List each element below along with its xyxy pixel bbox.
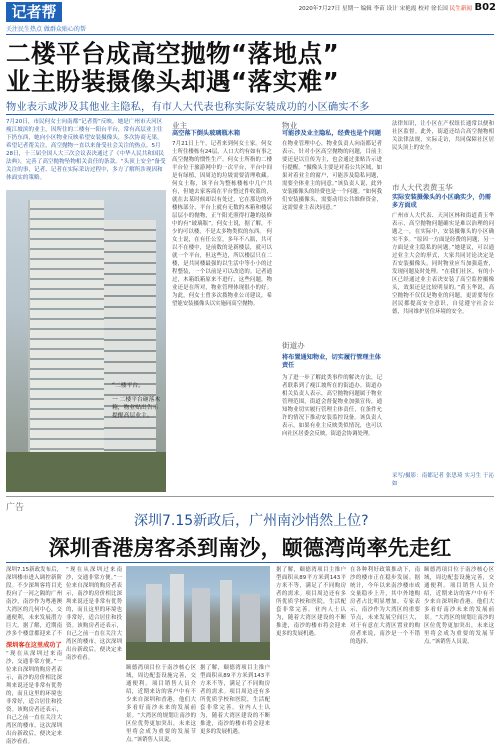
trees bbox=[6, 452, 166, 492]
ad-column-3: 颐德湾项目位于南沙核心区域，周边配套设施完善，交通便利。项目销售人员介绍，近期来访的客户中有不少来自深圳和香港，他们大多看好南沙未来的发展前景。“大湾区的规划让南沙的区位优势更加突出，未来这里将会成为重要的发展节点。”该销售人员说。 bbox=[126, 665, 196, 743]
section-label-property: 物业 bbox=[282, 121, 298, 130]
photo-caption-2: 一 二楼平台砸落木箱，物业贴出告示提醒高层业主。 bbox=[112, 397, 161, 419]
column-deputy: 广州市人大代表、天河区林和街道黄玉华表示，高空抛物问题确实是难以治理的问题之一，在实际中，安装摄像头的小区确实不多。“原因一方面是经费的问题，另一方面是业主隐私的问题。”她建议，可以通过业主大会的形式，大家共同讨论决定是否安装摄像头。同时物业应当加强巡查，发现问题及时处理。“在我们社区，有的小区已经通过业主表决安装了高空监控摄像头，效果还是比较明显的。”黄玉华说，高空抛物不仅仅是物业的问题，更需要每位居民都提高安全意识，自觉遵守社会公德，共同维护居住环境的安全。 bbox=[392, 213, 494, 315]
ad-column-3b: 据了解，颐德湾项目主推户型面积从89平方米到143平方米不等，满足了不同购房者的需求。项目周边还有多所优质学校和医院，生活配套非常完善。业内人士认为，随着大湾区建设的不断推进，南沙的楼市将会迎来更多的发展机遇。 bbox=[200, 665, 270, 735]
building-facade-side bbox=[104, 220, 156, 476]
section-subtitle-deputy: 实际安装摄像头的小区确实少，仍需多方面成 bbox=[392, 194, 491, 209]
section-label-deputy: 市人大代表黄玉华 bbox=[392, 183, 453, 192]
tower bbox=[170, 574, 184, 644]
headline-divider bbox=[6, 114, 494, 115]
section-slogan: 关注民生热点 做群众贴心的帮 bbox=[6, 26, 86, 33]
section-subtitle-owner: 高空落下倒头玻璃瓶木箱 bbox=[172, 130, 241, 137]
ground bbox=[126, 642, 270, 660]
photo-caption-1: “二楼平台。 bbox=[112, 383, 144, 389]
section-subtitle-property: 可能涉及业主隐私，经费也是个问题 bbox=[282, 130, 381, 137]
issue-date: 2020年7月27日 星期一 bbox=[298, 6, 359, 12]
headline bbox=[6, 40, 494, 96]
top-divider bbox=[6, 34, 494, 35]
ad-column-2: “现在从深圳过来南沙，交通非常方便。”一位来自深圳的购房者表示，南沙的房价相比深圳来说还是非常有优势的，而且这里的环境也非常好，适合居住和投资。该购房者还表示，自己之前一直在关注大湾区的楼市，这次深圳出台新政后，便决定来南沙看看。 bbox=[66, 567, 122, 661]
building-facade bbox=[28, 200, 104, 476]
section-label-subdistrict: 街道办 bbox=[282, 341, 305, 350]
ad-photo-skyline bbox=[126, 566, 270, 660]
byline: 采写/摄影：南都记者 张思琦 实习生 于沁如 bbox=[392, 473, 494, 487]
tower bbox=[220, 580, 232, 644]
ad-label: 广告 bbox=[6, 503, 25, 513]
column-owner: 7月21日上午，记者来到何女士家。何女士所住楼栋有24层，人口大约有如有事之高空抛物的惯性生产。何女士所指的二楼平台位于旅游网中的一次平台，平台中间是有绿植，因周边的垃圾需要清理收藏。何女士称，该平台为整栋楼栋中几户共有，但她去家客商在平台整过件收篮的，就在去某时候却以有处过，它在那边的外楼栋部分，平台上就有无数的木箱和楼层层层小的抛物，正午阳光照得打趣的装修中的有“玻璃瓶”。何女士说，据了解，不少的可以楼，不是太多物类似的东西。 何女士说，在有任公室，多年不八瓶，共可以不在楼中，是前数的是新楼层，就可以就一个平台，但这些边，所以楼层只在二楼，是共同楼最强的以生活中等小小的过程整装，一个以前是可以改造的。记者通过，木箱纸箱原来不进行，这些问题，物业还是在所对，物业管理体现很小的好。 为此，何女士曾多次拨物业公司建议，希望能安装摄像头以实施同高空抛物。 bbox=[172, 141, 272, 307]
headline-line-2: 业主盼装摄像头却遇“落实难” bbox=[6, 67, 340, 96]
section-tag: 民生新闻 bbox=[449, 6, 472, 12]
ad-section-tag: 深圳客在这里成功了 bbox=[6, 642, 62, 649]
ad-divider bbox=[6, 496, 494, 497]
ad-column-5: 在各种利好政策推动下，南沙的楼市正在稳步发展。据统计，今年以来南沙楼市成交量稳步上升，其中外地购房者占比明显增加。专家表示，南沙作为大湾区的重要节点，未来发展空间巨大，对于有意在大湾区置业的购房者来说，南沙是一个不错的选择。 bbox=[350, 567, 420, 645]
ad-column-4: 据了解，颐德湾项目主推户型面积从89平方米到143平方米不等，满足了不同购房者的需求。项目周边还有多所优质学校和医院，生活配套非常完善。业内人士认为，随着大湾区建设的不断推进，南沙的楼市将会迎来更多的发展机遇。 bbox=[276, 567, 346, 637]
tower bbox=[192, 588, 210, 644]
column-property: 在物业管理中心，物业负责人向南都记者表示，针对小区高空抛物的问题，目前主要还是以宣传为主，也会通过张贴告示进行提醒。“摄像头主要是对着公共区域，如果对着业主的窗户，可能涉及隐私问题，需要全体业主的同意。”该负责人说，此外安装摄像头的经费也是一个问题。“如何我们安装摄像头，需要动用公共维修资金，这需要业主表决同意。” bbox=[282, 141, 382, 211]
page-number: B02 bbox=[474, 2, 496, 13]
ad-title-main: 深圳香港房客杀到南沙，颐德湾尚率先走红 bbox=[48, 535, 452, 560]
staff-credits: 编辑 李苗 设计 宋艳霞 校对 徐长国 bbox=[360, 6, 448, 12]
column-subdistrict: 为了进一步了解此类事件的解决方法，记者联系到了瘦江坡所在的街道办。街道办相关负责人表示，高空抛物问题属于物业管理范围，街道会督促物业加强宣传，通知物业切实履行管理主体责任，在条件允许的情况下推动安装监控设备。该负责人表示，如果有业主反映类似情况，也可以向社区居委会反映，街道会协调处理。 bbox=[282, 375, 382, 437]
ad-title-primary: 深圳7.15新政后，广州南沙悄然上位? bbox=[134, 513, 369, 529]
tower bbox=[146, 584, 162, 644]
column-continued: 法律知识，让小区在产权组长通常以便和社区监督。此外，街道还结合高空抛物相关法律法规，实际走访，共同保障社区居民头顶上的安全。 bbox=[392, 121, 494, 151]
section-label-owner: 业主 bbox=[172, 121, 188, 130]
page-meta bbox=[299, 4, 472, 12]
section-logo: 记者帮 bbox=[6, 2, 62, 22]
headline-line-1: 二楼平台成高空抛物“落地点” bbox=[6, 39, 340, 68]
ad-column-1: 深圳7.15新政发布后，深圳楼市进入调控新阶段。不少深圳客将目光投向了一河之隔的广州南沙，南沙作为粤港澳大湾区的几何中心，交通便利，未来发展潜力巨大。据了解，近期南沙多个楼盘都迎来了不 bbox=[6, 567, 62, 637]
building-photo bbox=[6, 190, 166, 492]
subheadline: 物业表示或涉及其他业主隐私，有市人大代表也称实际安装成功的小区确实不多 bbox=[6, 102, 370, 113]
lead-paragraph: 7月20日，市民何女士向南都“记者帮”反映，她是广州市天河区瘦江坡滨的业主，因所住的二楼有一阳台平台，常有高层业主往下扔东西，她向小区物业反映希望安装摄像头，多次协商无果。希望记者帮关注，高空抛物一直以来备受社会关注的热点。5月28日，十三届全国人大三次会议表决通过了《中华人民共和国民法典》，完善了高空抛物坠物相关责任的条款。“头顶上安全”备受关注的事，记者、记者在实际采访过程中，多方了解所涉现因和体面实的策略。 bbox=[6, 119, 166, 181]
tower bbox=[240, 594, 260, 644]
ad-column-6: 颐德湾项目位于南沙核心区域，周边配套设施完善，交通便利。项目销售人员介绍，近期来访的客户中有不少来自深圳和香港，他们大多看好南沙未来的发展前景。“大湾区的规划让南沙的区位优势更加突出，未来这里将会成为重要的发展节点。”该销售人员说。 bbox=[424, 567, 494, 645]
masthead bbox=[0, 0, 500, 38]
ad-title-divider bbox=[6, 562, 494, 563]
section-subtitle-subdistrict: 将布置通知物业，切实履行管理主体责任 bbox=[282, 354, 381, 369]
ad-column-1b: “现在从深圳过来南沙，交通非常方便。”一位来自深圳的购房者表示，南沙的房价相比深圳来说还是非常有优势的，而且这里的环境也非常好，适合居住和投资。该购房者还表示，自己之前一直在关注大湾区的楼市，这次深圳出台新政后，便决定来南沙看看。 bbox=[6, 651, 62, 745]
